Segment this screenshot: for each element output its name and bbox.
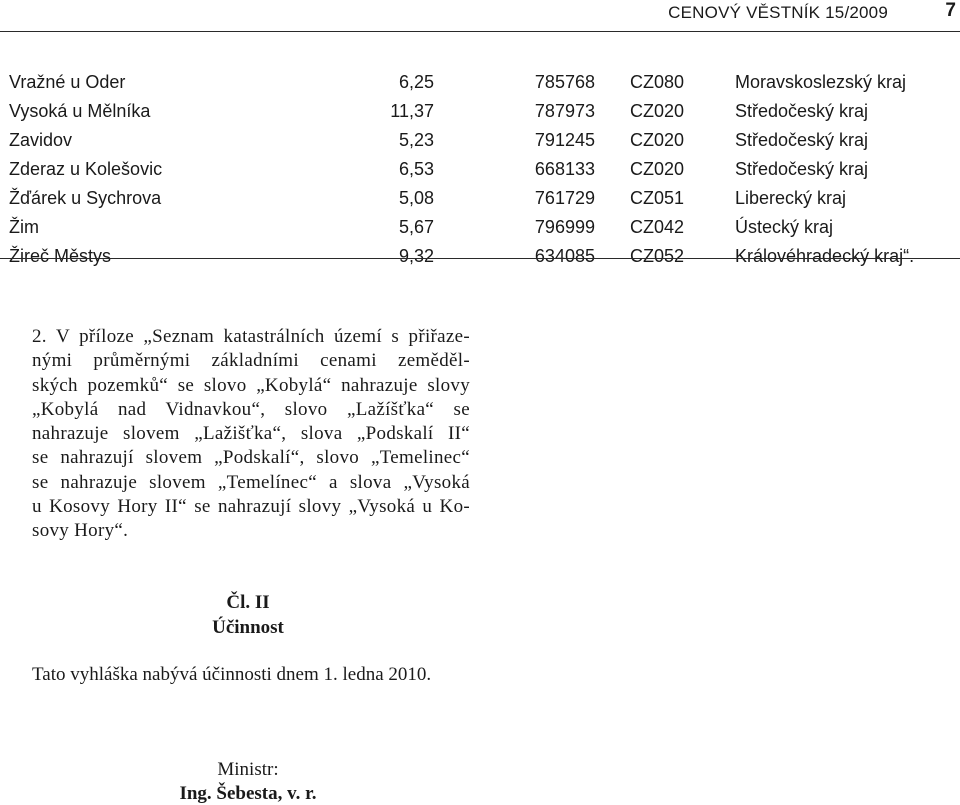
table-row: [0, 155, 960, 184]
cadastral-name-cell: Vysoká u Mělníka: [9, 101, 151, 121]
region-cell: Středočeský kraj: [735, 130, 869, 150]
nuts-code-cell: CZ051: [630, 188, 685, 208]
cadastral-code-cell: 761729: [534, 188, 595, 208]
price-cell: 9,32: [398, 246, 434, 266]
paragraph-line: „Kobylá nad Vidnavkou“, slovo „Lažíšťka“ se: [32, 398, 470, 420]
cadastral-name-cell: Zavidov: [9, 130, 73, 150]
region-cell: Královéhradecký kraj“.: [735, 246, 915, 266]
header-divider: [0, 31, 960, 32]
table-row: [0, 184, 960, 213]
page-number: 7: [945, 0, 956, 21]
nuts-code-cell: CZ020: [630, 101, 685, 121]
paragraph-line: u Kosovy Hory II“ se nahrazují slovy „Vysoká u Ko-: [32, 496, 470, 518]
paragraph-line: se nahrazují slovem „Podskalí“, slovo „Temelinec“: [32, 447, 470, 469]
price-cell: 11,37: [390, 101, 434, 121]
table-row: [0, 126, 960, 155]
cadastral-code-cell: 791245: [534, 130, 595, 150]
page-header: [0, 0, 960, 28]
cadastral-code-cell: 785768: [534, 72, 595, 92]
nuts-code-cell: CZ042: [630, 217, 685, 237]
nuts-code-cell: CZ020: [630, 130, 685, 150]
paragraph-line: sovy Hory“.: [32, 520, 129, 542]
cadastral-name-cell: Žim: [9, 217, 39, 237]
paragraph-line: 2. V příloze „Seznam katastrálních území s přiřaze-: [32, 326, 470, 347]
effective-date-text: Tato vyhláška nabývá účinnosti dnem 1. ledna 2010.: [32, 664, 432, 685]
journal-title: CENOVÝ VĚSTNÍK 15/2009: [668, 3, 888, 22]
table-row: [0, 68, 960, 97]
nuts-code-cell: CZ020: [630, 159, 685, 179]
signature-name: Ing. Šebesta, v. r.: [179, 783, 317, 804]
price-cell: 6,53: [398, 159, 434, 179]
price-cell: 5,23: [398, 130, 434, 150]
table-divider: [0, 258, 960, 259]
paragraph-line: se nahrazuje slovem „Temelínec“ a slova „Vysoká: [32, 471, 470, 493]
cadastral-name-cell: Žireč Městys: [9, 246, 112, 266]
price-cell: 5,08: [398, 188, 434, 208]
nuts-code-cell: CZ052: [630, 246, 685, 266]
table-row: [0, 242, 960, 271]
article-number: Čl. II: [226, 592, 270, 613]
region-cell: Liberecký kraj: [735, 188, 847, 208]
cadastral-name-cell: Vražné u Oder: [9, 72, 126, 92]
table-row: [0, 97, 960, 126]
price-cell: 6,25: [398, 72, 434, 92]
article-title: Účinnost: [212, 617, 284, 638]
cadastral-name-cell: Žďárek u Sychrova: [9, 188, 162, 208]
amendment-paragraph: [32, 325, 470, 544]
cadastral-code-cell: 796999: [534, 217, 595, 237]
table-row: [0, 213, 960, 242]
paragraph-line: nými průměrnými základními cenami zeměděl-: [32, 350, 470, 372]
region-cell: Středočeský kraj: [735, 159, 869, 179]
cadastral-table: [0, 68, 960, 271]
region-cell: Středočeský kraj: [735, 101, 869, 121]
cadastral-name-cell: Zderaz u Kolešovic: [9, 159, 163, 179]
cadastral-code-cell: 787973: [534, 101, 595, 121]
nuts-code-cell: CZ080: [630, 72, 685, 92]
cadastral-code-cell: 634085: [534, 246, 595, 266]
signature-label: Ministr:: [217, 759, 279, 780]
price-cell: 5,67: [398, 217, 434, 237]
paragraph-line: ských pozemků“ se slovo „Kobylá“ nahrazuje slovy: [32, 374, 470, 396]
cadastral-code-cell: 668133: [534, 159, 595, 179]
region-cell: Ústecký kraj: [735, 217, 834, 237]
region-cell: Moravskoslezský kraj: [735, 72, 907, 92]
paragraph-line: nahrazuje slovem „Lažišťka“, slova „Podskalí II“: [32, 423, 470, 445]
